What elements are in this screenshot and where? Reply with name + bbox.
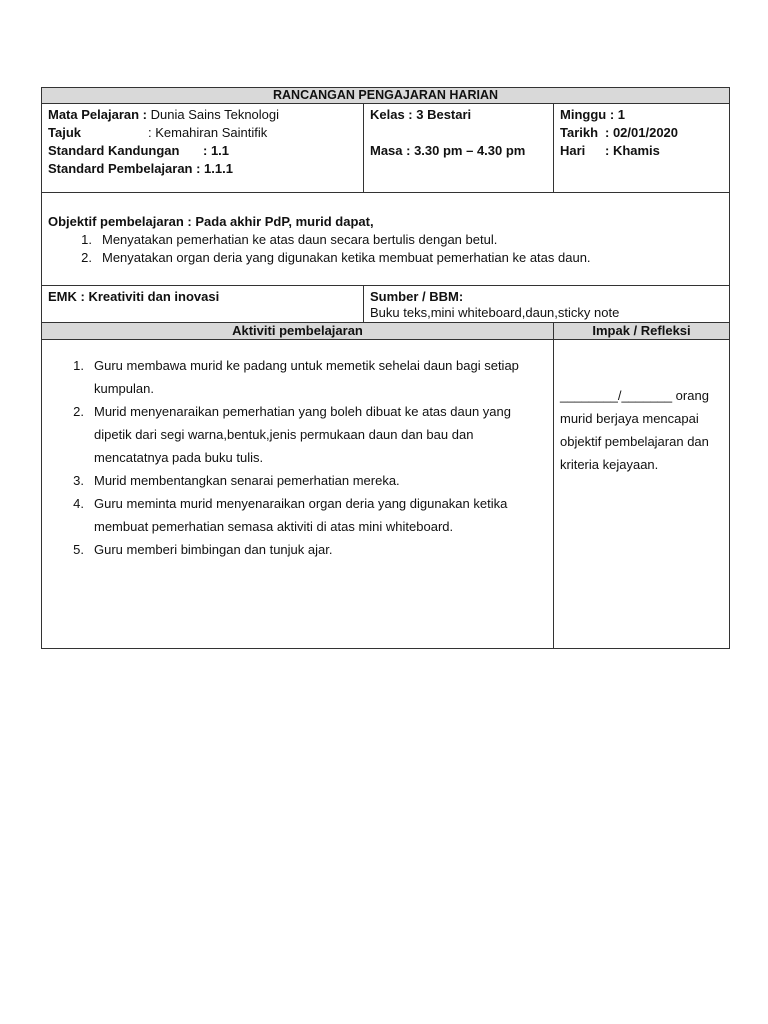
hari-value: : Khamis: [605, 143, 660, 158]
hari-label: Hari: [560, 143, 586, 158]
aktiviti-header: Aktiviti pembelajaran: [42, 323, 554, 340]
list-item: 1. Guru membawa murid ke padang untuk memetik sehelai daun bagi setiap kumpulan.: [73, 358, 519, 396]
objective-list: [48, 231, 723, 267]
tarikh-value: : 02/01/2020: [605, 125, 679, 140]
list-item: 1. Menyatakan pemerhatian ke atas daun secara bertulis dengan betul.: [81, 232, 498, 247]
minggu-text: Minggu : 1: [560, 107, 625, 122]
tajuk-label: Tajuk: [48, 125, 81, 140]
impak-header: Impak / Refleksi: [554, 323, 730, 340]
impak-text: ________/_______ orang murid berjaya mencapai objektif pembelajaran dan kriteria kejayaan.: [560, 388, 709, 472]
lesson-plan-sheet: [41, 87, 729, 649]
standard-kandungan-value: : 1.1: [203, 143, 230, 158]
subject-info-cell: [42, 104, 364, 193]
list-item: 2. Murid menyenaraikan pemerhatian yang boleh dibuat ke atas daun yang dipetik dari segi warna,bentuk,jenis permukaan daun dan bau dan mencatatnya pada buku tulis.: [73, 404, 511, 465]
list-item: 2. Menyatakan organ deria yang digunakan ketika membuat pemerhatian ke atas daun.: [81, 250, 591, 265]
standard-pembelajaran-value: : 1.1.1: [192, 161, 233, 176]
standard-kandungan-label: Standard Kandungan: [48, 143, 180, 158]
kelas-text: Kelas : 3 Bestari: [370, 107, 472, 122]
list-item: 4. Guru meminta murid menyenaraikan organ deria yang digunakan ketika membuat pemerhatian semasa aktiviti di atas mini whiteboard.: [73, 496, 508, 534]
objective-cell: [42, 193, 730, 286]
aktiviti-cell: [42, 340, 554, 649]
class-info-cell: [364, 104, 554, 193]
mata-pelajaran-value: Dunia Sains Teknologi: [147, 107, 280, 122]
masa-text: Masa : 3.30 pm – 4.30 pm: [370, 143, 526, 158]
sumber-cell: [364, 286, 730, 323]
standard-pembelajaran-label: Standard Pembelajaran: [48, 161, 193, 176]
lesson-plan-table: [41, 87, 730, 649]
tajuk-value: : Kemahiran Saintifik: [148, 125, 268, 140]
list-item: 5. Guru memberi bimbingan dan tunjuk ajar.: [73, 542, 333, 557]
tarikh-label: Tarikh: [560, 125, 599, 140]
list-item: 3. Murid membentangkan senarai pemerhatian mereka.: [73, 473, 400, 488]
objective-title: Objektif pembelajaran : Pada akhir PdP, murid dapat,: [48, 214, 374, 229]
date-info-cell: [554, 104, 730, 193]
aktiviti-list: [42, 340, 553, 561]
emk-cell: EMK : Kreativiti dan inovasi: [42, 286, 364, 323]
sumber-label: Sumber / BBM:: [370, 289, 464, 304]
mata-pelajaran-label: Mata Pelajaran :: [48, 107, 147, 122]
sumber-value: Buku teks,mini whiteboard,daun,sticky note: [370, 305, 620, 320]
page-title: RANCANGAN PENGAJARAN HARIAN: [42, 88, 730, 104]
impak-cell: [554, 340, 730, 649]
